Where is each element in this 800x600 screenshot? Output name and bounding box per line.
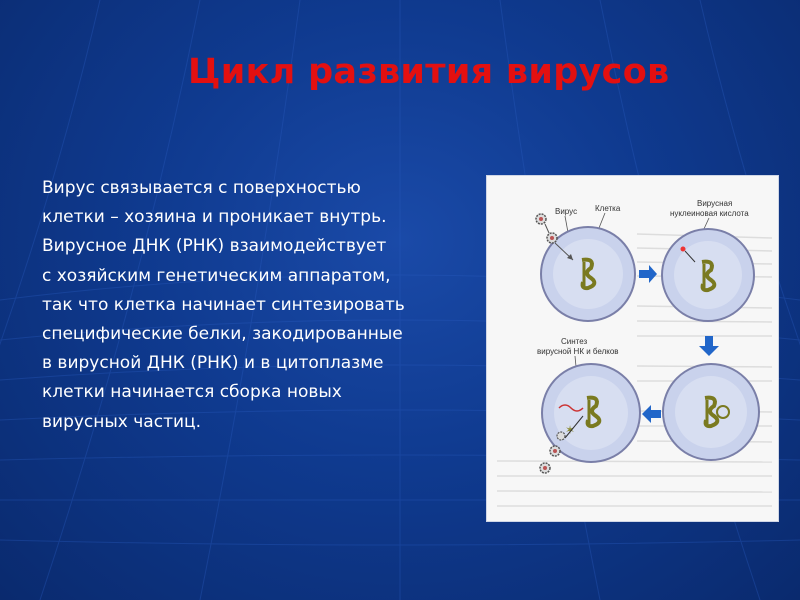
arrow-down-icon [699,336,719,356]
body-line: специфические белки, закодированные [42,324,403,345]
label-viral-nucleic-acid-1: Вирусная [697,199,733,208]
cell-stage-3 [663,364,759,460]
label-virus: Вирус [555,207,578,216]
body-line: Вирус связывается с поверхностью [42,178,361,198]
label-viral-nucleic-acid-2: нуклеиновая кислота [670,209,749,218]
label-synthesis-1: Синтез [561,337,588,346]
body-line: так что клетка начинает синтезировать [42,294,405,315]
body-line: с хозяйским генетическим аппаратом, [42,265,391,286]
arrow-right-icon [639,265,657,283]
slide-title: Цикл развития вирусов [188,52,670,92]
label-synthesis-2: вирусной НК и белков [537,347,619,356]
slide-body-text [42,174,482,437]
body-line: вирусных частиц. [42,411,202,432]
body-line: клетки начинается сборка новых [42,382,342,403]
body-line: клетки – хозяина и проникает внутрь. [42,207,387,228]
svg-text:✶: ✶ [565,423,576,437]
virus-cycle-figure [486,175,779,522]
body-line: в вирусной ДНК (РНК) и в цитоплазме [42,353,384,374]
label-cell: Клетка [595,204,621,213]
arrow-left-icon [642,405,661,423]
cell-stage-2 [662,229,754,321]
body-line: Вирусное ДНК (РНК) взаимодействует [42,236,387,257]
